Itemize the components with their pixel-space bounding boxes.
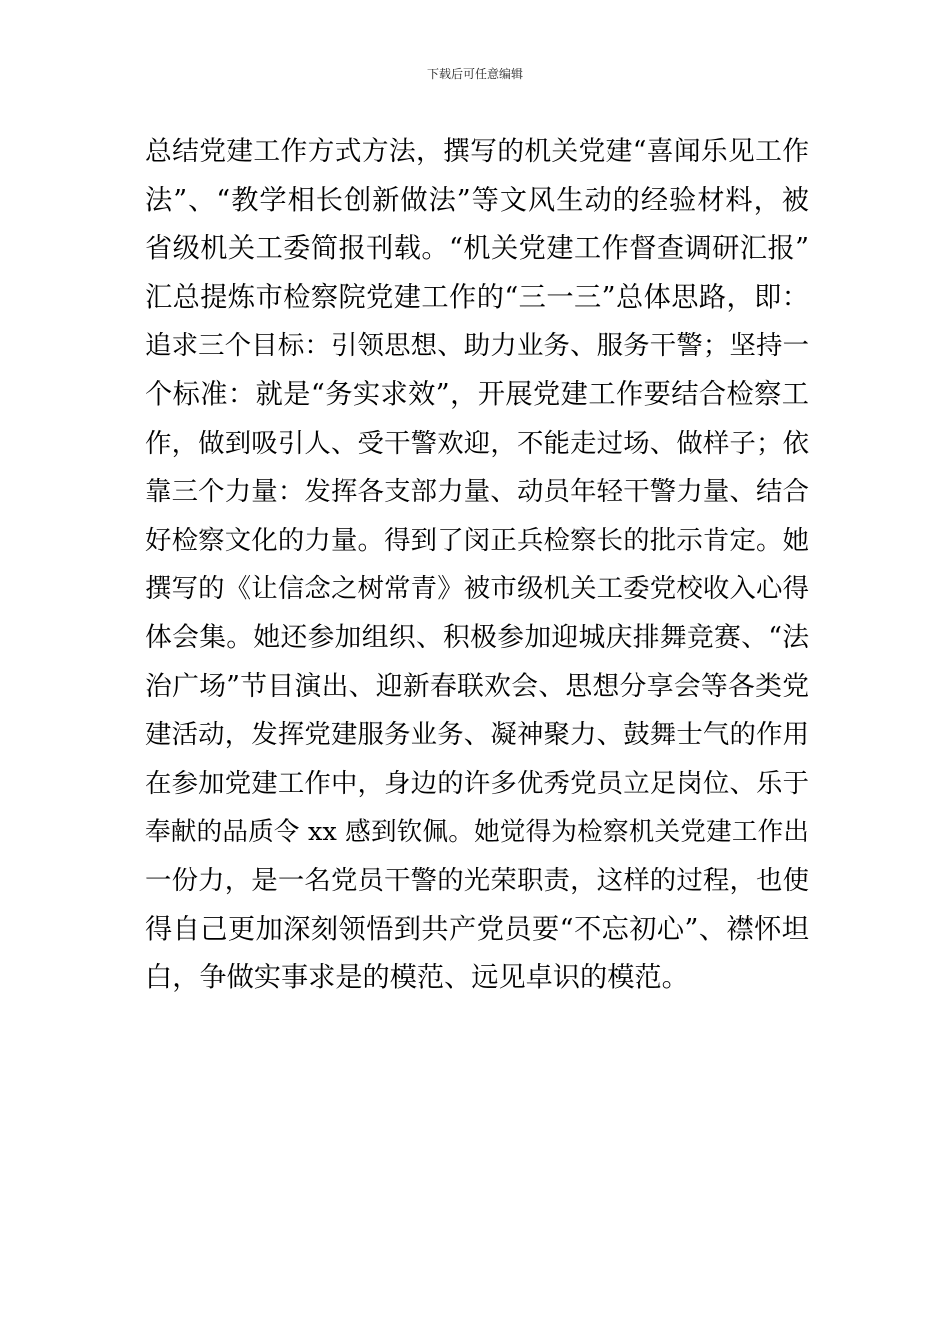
text-line: 在参加党建工作中，身边的许多优秀党员立足岗位、乐于 bbox=[145, 767, 809, 799]
text-line: 好检察文化的力量。得到了闵正兵检察长的批示肯定。她 bbox=[145, 524, 809, 556]
text-line: 靠三个力量：发挥各支部力量、动员年轻干警力量、结合 bbox=[145, 476, 809, 508]
text-line: 追求三个目标：引领思想、助力业务、服务干警；坚持一 bbox=[145, 330, 809, 362]
text-line: 撰写的《让信念之树常青》被市级机关工委党校收入心得 bbox=[145, 573, 809, 605]
text-line: 体会集。她还参加组织、积极参加迎城庆排舞竞赛、“法 bbox=[145, 621, 809, 653]
text-line: 个标准：就是“务实求效”，开展党建工作要结合检察工 bbox=[145, 378, 809, 410]
text-line: 汇总提炼市检察院党建工作的“三一三”总体思路，即： bbox=[145, 281, 809, 313]
text-line: 治广场”节目演出、迎新春联欢会、思想分享会等各类党 bbox=[145, 670, 809, 702]
text-line: 作，做到吸引人、受干警欢迎，不能走过场、做样子；依 bbox=[145, 427, 809, 459]
text-line: 建活动，发挥党建服务业务、凝神聚力、鼓舞士气的作用 bbox=[145, 719, 809, 751]
document-body bbox=[145, 128, 809, 1003]
text-line: 法”、“教学相长创新做法”等文风生动的经验材料，被 bbox=[145, 184, 809, 216]
text-line: 省级机关工委简报刊载。“机关党建工作督查调研汇报” bbox=[145, 233, 809, 265]
text-line: 总结党建工作方式方法，撰写的机关党建“喜闻乐见工作 bbox=[145, 136, 809, 167]
text-line: 白，争做实事求是的模范、远见卓识的模范。 bbox=[145, 962, 689, 994]
text-line: 奉献的品质令 xx 感到钦佩。她觉得为检察机关党建工作出 bbox=[145, 817, 809, 848]
text-line: 得自己更加深刻领悟到共产党员要“不忘初心”、襟怀坦 bbox=[145, 913, 809, 945]
text-line: 一份力，是一名党员干警的光荣职责，这样的过程，也使 bbox=[145, 864, 809, 896]
page-header: 下载后可任意编辑 bbox=[426, 67, 523, 81]
